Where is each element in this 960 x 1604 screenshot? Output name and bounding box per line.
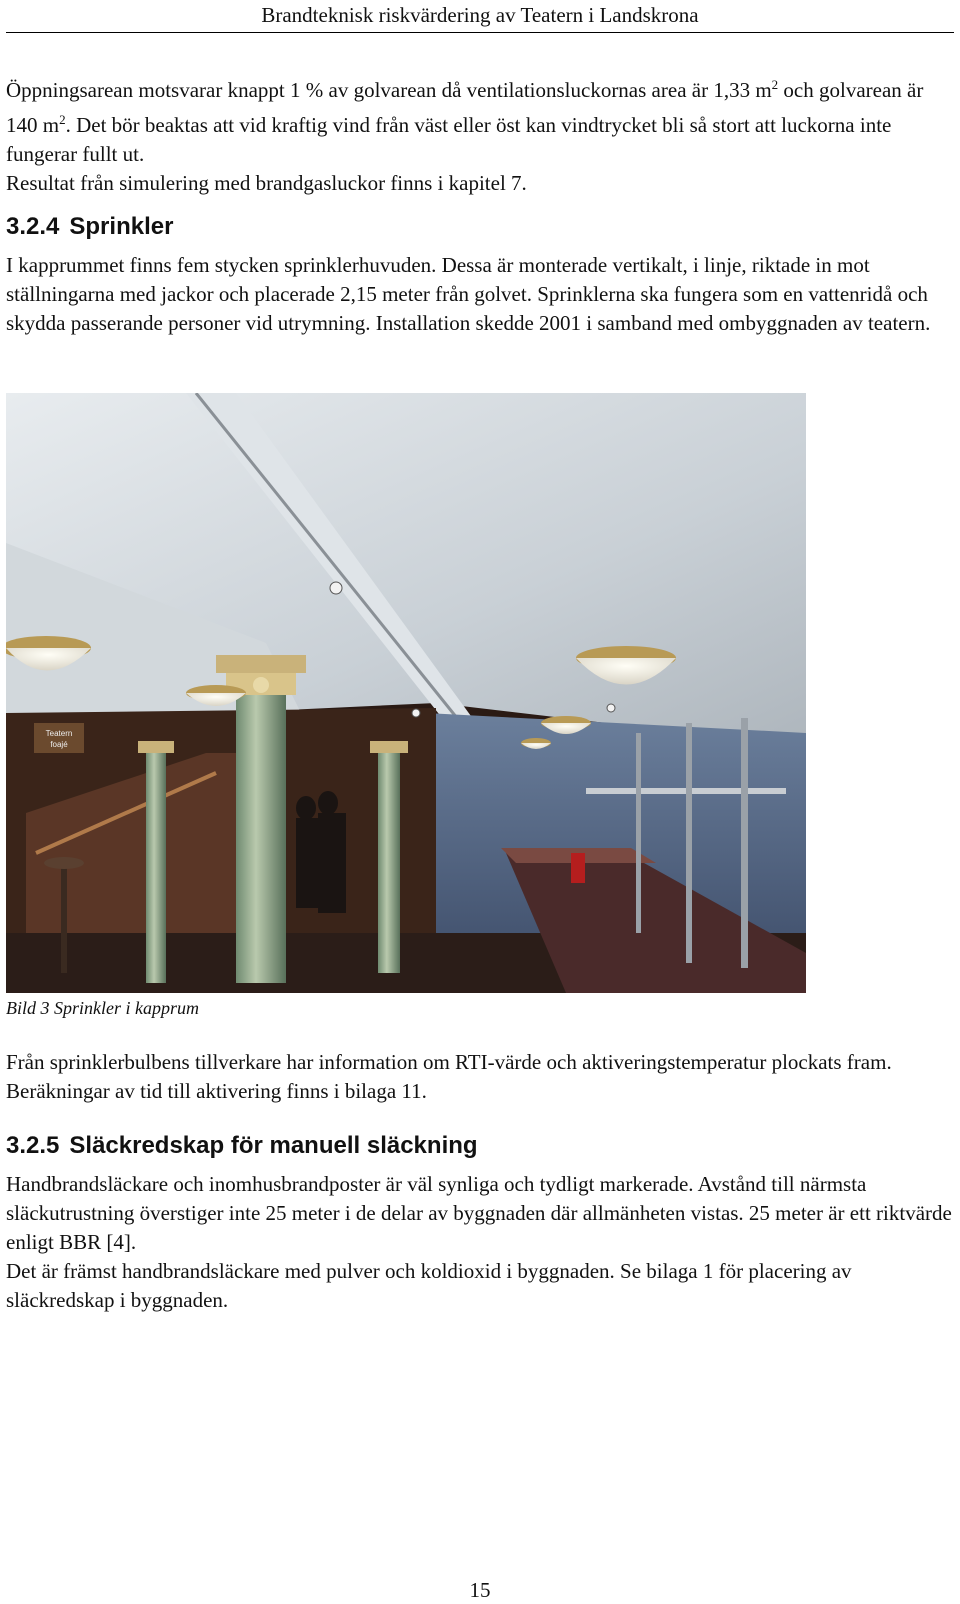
page-number: 15 bbox=[469, 1578, 491, 1602]
section-title: Släckredskap för manuell släckning bbox=[69, 1132, 478, 1159]
intro-simulation-reference: Resultat från simulering med brandgasluckor finns i kapitel 7. bbox=[6, 171, 527, 195]
section-title: Sprinkler bbox=[69, 213, 174, 240]
cloakroom-photo bbox=[6, 393, 806, 993]
sprinkler-paragraph bbox=[6, 251, 954, 338]
exit-sign-line1: Teatern bbox=[45, 729, 73, 738]
section-heading-extinguishing bbox=[6, 1131, 478, 1161]
intro-paragraph bbox=[6, 70, 954, 198]
section-number: 3.2.4 bbox=[6, 213, 60, 240]
sprinkler-body-text: I kapprummet finns fem stycken sprinklerhuvuden. Dessa är monterade vertikalt, i linje, riktade in mot ställningarna med jackor och placerade 2,15 meter från golvet. Sprinklerna ska fungera som en vattenridå och skydda passerande personer vid utrymning. Installation skedde 2001 i samband med ombyggnaden av teatern. bbox=[6, 253, 931, 335]
header-divider bbox=[6, 32, 954, 33]
extinguishing-body-text: Handbrandsläckare och inomhusbrandposter är väl synliga och tydligt markerade. Avstånd till närmsta släckutrustning överstiger inte 25 meter i de delar av byggnaden där allmänheten vistas. 25 meter är ett riktvärde enligt BBR [4]. bbox=[6, 1172, 952, 1254]
rti-paragraph bbox=[6, 1048, 954, 1106]
extinguishing-types-text: Det är främst handbrandsläckare med pulver och koldioxid i byggnaden. Se bilaga 1 för placering av släckredskap i byggnaden. bbox=[6, 1259, 852, 1312]
table-stand bbox=[61, 863, 67, 973]
exit-sign-line2: foajé bbox=[50, 740, 68, 749]
running-header bbox=[0, 0, 960, 34]
rti-body-text: Från sprinklerbulbens tillverkare har information om RTI-värde och aktiveringstemperatur plockats fram. Beräkningar av tid till aktivering finns i bilaga 11. bbox=[6, 1050, 892, 1103]
section-number: 3.2.5 bbox=[6, 1132, 60, 1159]
section-heading-sprinkler bbox=[6, 212, 173, 242]
intro-ventilation-text: Öppningsarean motsvarar knappt 1 % av golvarean då ventilationsluckornas area är 1,33 $m^2$ och golvarean är 140 $m^2$. Det bör beaktas att vid kraftig vind från väst eller öst kan vindtrycket bli så stort att luckorna inte fungerar fullt ut. bbox=[6, 77, 924, 166]
fire-extinguisher bbox=[571, 853, 585, 883]
extinguishing-paragraph bbox=[6, 1170, 954, 1315]
running-header-title: Brandteknisk riskvärdering av Teatern i Landskrona bbox=[261, 3, 699, 27]
figure-caption: Bild 3 Sprinkler i kapprum bbox=[6, 998, 199, 1018]
table-top bbox=[44, 857, 84, 869]
